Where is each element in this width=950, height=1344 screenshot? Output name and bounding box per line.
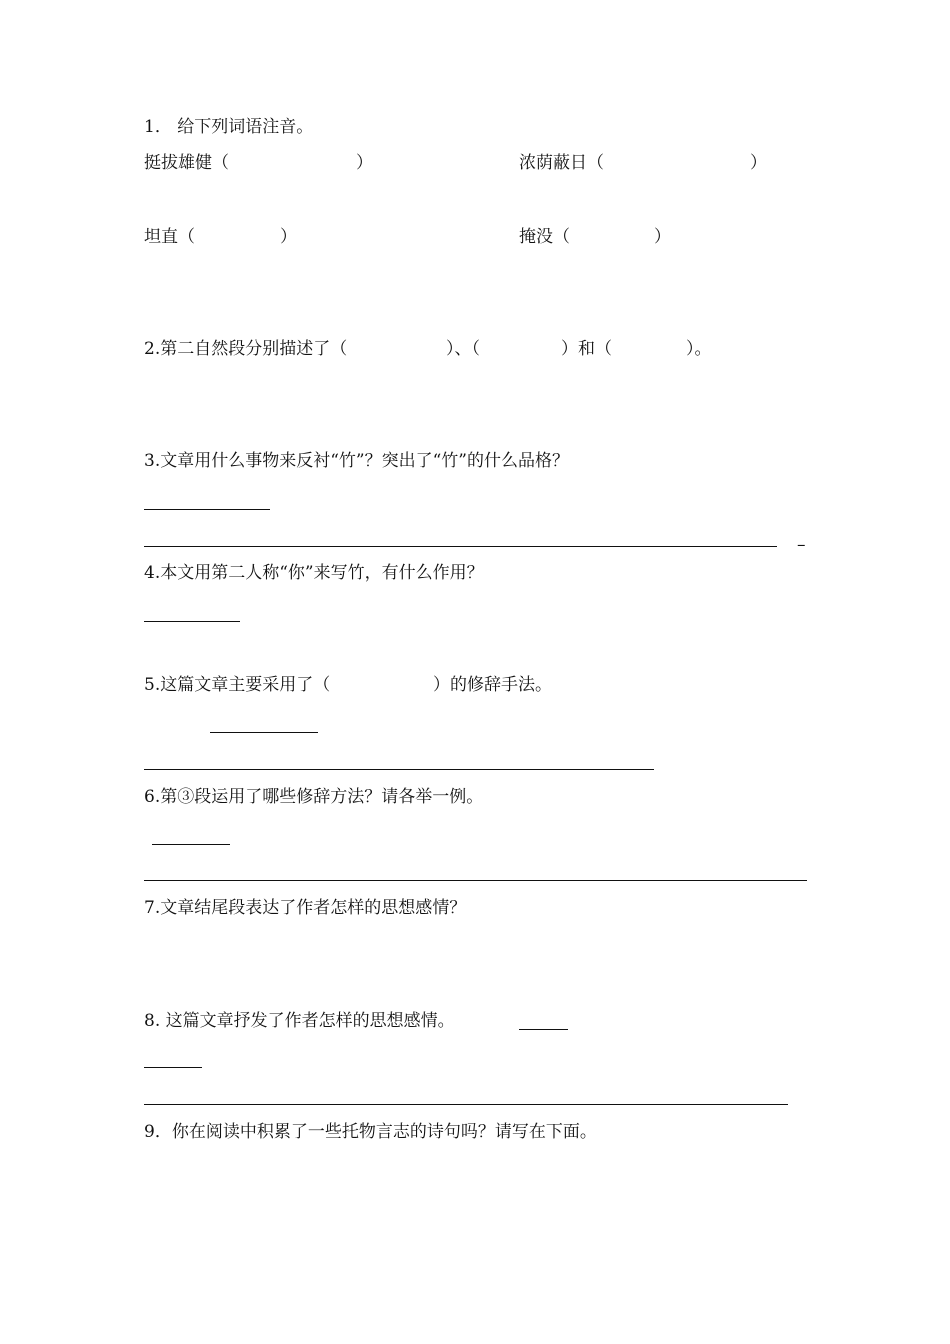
q3-answer-line-short bbox=[144, 509, 270, 510]
q1-word-3: 坦直（ bbox=[144, 227, 195, 247]
q1-word-1-close: ） bbox=[356, 153, 373, 173]
q2-part-d: ）。 bbox=[686, 339, 712, 359]
q8-text: 8. 这篇文章抒发了作者怎样的思想感情。 bbox=[144, 1011, 455, 1031]
q1-word-3-close: ） bbox=[280, 227, 297, 247]
q6-text: 6.第③段运用了哪些修辞方法？请各举一例。 bbox=[144, 787, 484, 807]
q5-part-b: ）的修辞手法。 bbox=[433, 675, 552, 695]
q4-text: 4.本文用第二人称“你”来写竹，有什么作用？ bbox=[144, 563, 484, 583]
q8-answer-line-long bbox=[144, 1104, 788, 1105]
q3-text: 3.文章用什么事物来反衬“竹”？突出了“竹”的什么品格？ bbox=[144, 451, 569, 471]
q9-text: 9．你在阅读中积累了一些托物言志的诗句吗？请写在下面。 bbox=[144, 1122, 597, 1142]
q8-answer-line-short bbox=[144, 1067, 202, 1068]
q2-part-c: ）和（ bbox=[561, 339, 612, 359]
q4-answer-line bbox=[144, 621, 240, 622]
q5-part-a: 5.这篇文章主要采用了（ bbox=[144, 675, 331, 695]
q1-word-4-close: ） bbox=[654, 227, 671, 247]
q6-answer-line-long bbox=[144, 880, 807, 881]
q5-answer-line-long bbox=[144, 769, 654, 770]
q1-word-4: 掩没（ bbox=[519, 227, 570, 247]
q6-answer-line-short bbox=[152, 844, 230, 845]
q3-dash: – bbox=[797, 535, 806, 555]
q3-answer-line-long bbox=[144, 546, 777, 547]
q2-part-a: 2.第二自然段分别描述了（ bbox=[144, 339, 348, 359]
q1-word-1: 挺拔雄健（ bbox=[144, 153, 229, 173]
q8-answer-line-inline bbox=[519, 1029, 568, 1030]
q1-word-2: 浓荫蔽日（ bbox=[519, 153, 604, 173]
q1-prompt: 1． 给下列词语注音。 bbox=[144, 117, 314, 137]
q5-answer-line-short bbox=[210, 732, 318, 733]
q2-part-b: ）、（ bbox=[446, 339, 480, 359]
q1-word-2-close: ） bbox=[750, 153, 767, 173]
q7-text: 7.文章结尾段表达了作者怎样的思想感情？ bbox=[144, 898, 467, 918]
